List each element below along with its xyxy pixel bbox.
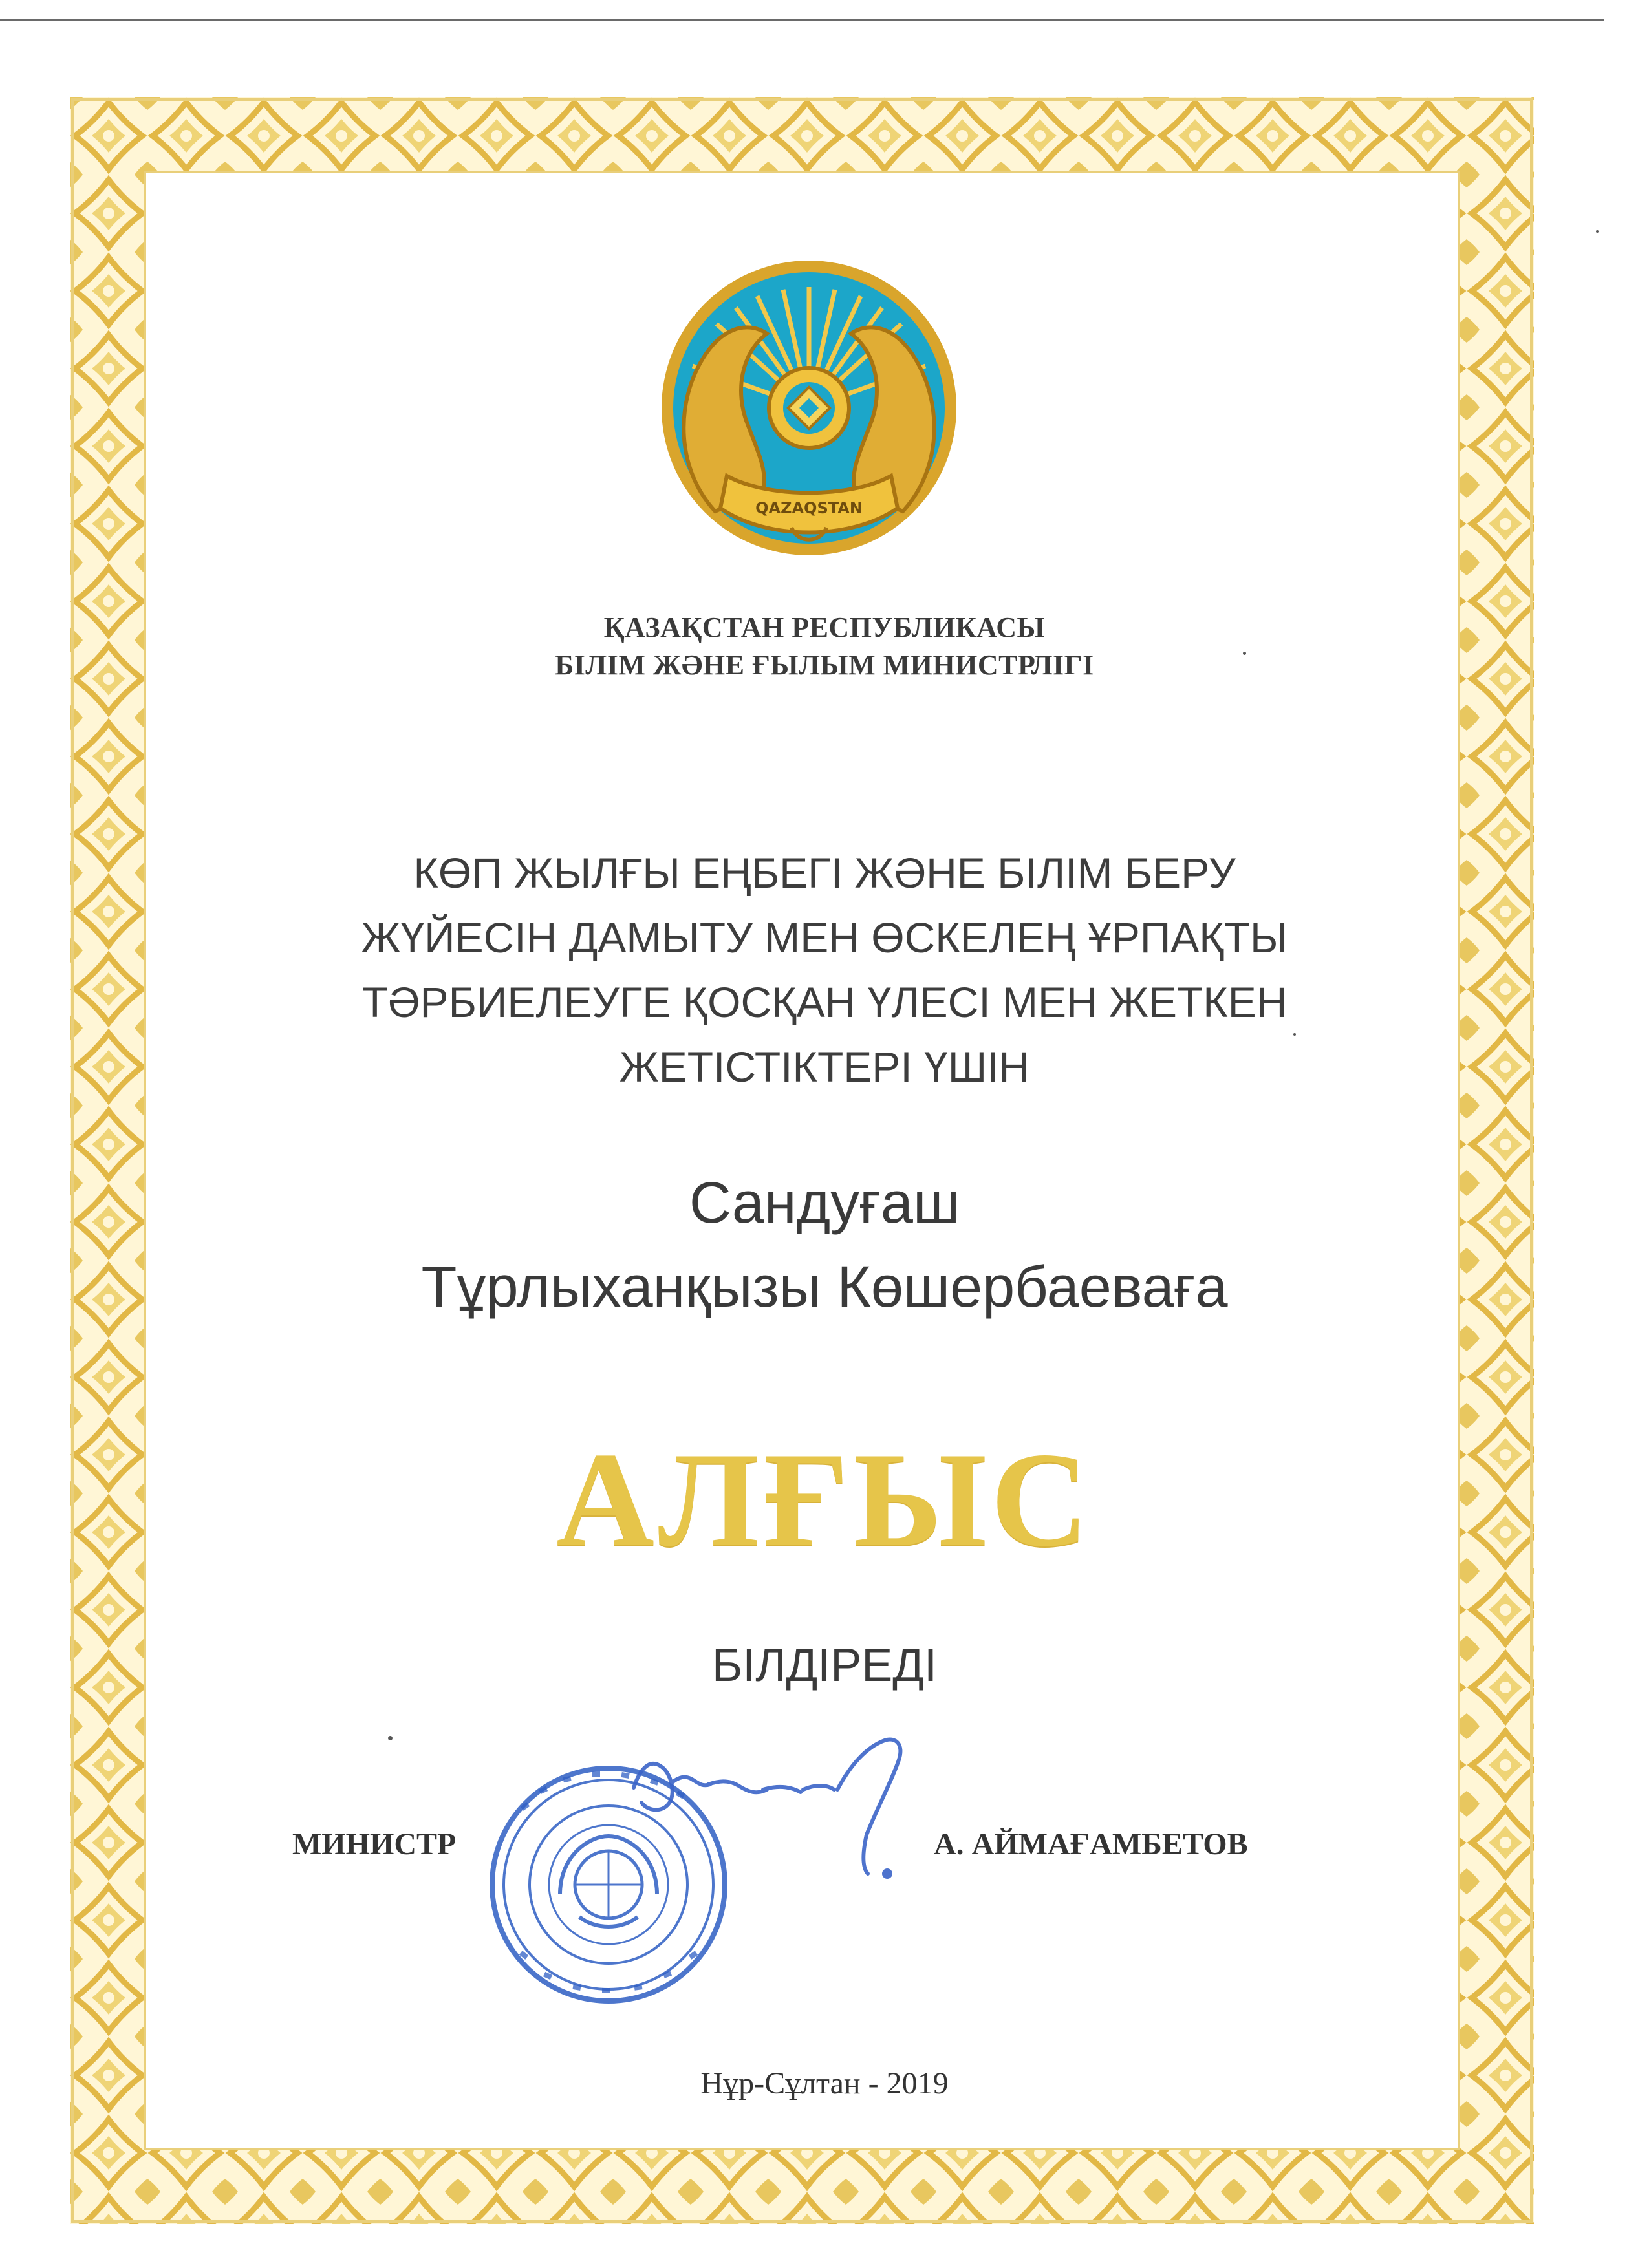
- scan-speck: [388, 1736, 393, 1740]
- issuer-line-2: БІЛІМ ЖӘНЕ ҒЫЛЫМ МИНИСТРЛІГІ: [555, 649, 1094, 681]
- place-and-date: Нұр-Сұлтан - 2019: [700, 2066, 949, 2101]
- reason-line-2: ЖҮЙЕСІН ДАМЫТУ МЕН ӨСКЕЛЕҢ ҰРПАҚТЫ: [361, 914, 1288, 961]
- emblem-text: QAZAQSTAN: [755, 499, 863, 517]
- issuer-line-1: ҚАЗАҚСТАН РЕСПУБЛИКАСЫ: [603, 612, 1046, 643]
- reason-line-4: ЖЕТІСТІКТЕРІ ҮШІН: [619, 1043, 1030, 1091]
- reason-line-3: ТӘРБИЕЛЕУГЕ ҚОСҚАН ҮЛЕСІ МЕН ЖЕТКЕН: [361, 978, 1288, 1026]
- kazakhstan-coat-of-arms-icon: [638, 256, 980, 560]
- scan-speck: [1293, 1033, 1296, 1036]
- minister-signature: [601, 1713, 964, 1907]
- certificate-title: АЛҒЫС: [556, 1425, 1093, 1575]
- signatory-position: МИНИСТР: [292, 1827, 457, 1861]
- recipient-full-name: Тұрлыханқызы Көшербаеваға: [421, 1255, 1228, 1320]
- scan-speck: [1596, 230, 1599, 233]
- signatory-name: А. АЙМАҒАМБЕТОВ: [934, 1827, 1248, 1861]
- recipient-first-name: Сандуғаш: [689, 1171, 960, 1236]
- reason-line-1: КӨП ЖЫЛҒЫ ЕҢБЕГІ ЖӘНЕ БІЛІМ БЕРУ: [413, 849, 1236, 897]
- scan-edge-line: [0, 19, 1604, 21]
- certificate-verb: БІЛДІРЕДІ: [711, 1640, 938, 1691]
- scan-speck: [1243, 652, 1246, 655]
